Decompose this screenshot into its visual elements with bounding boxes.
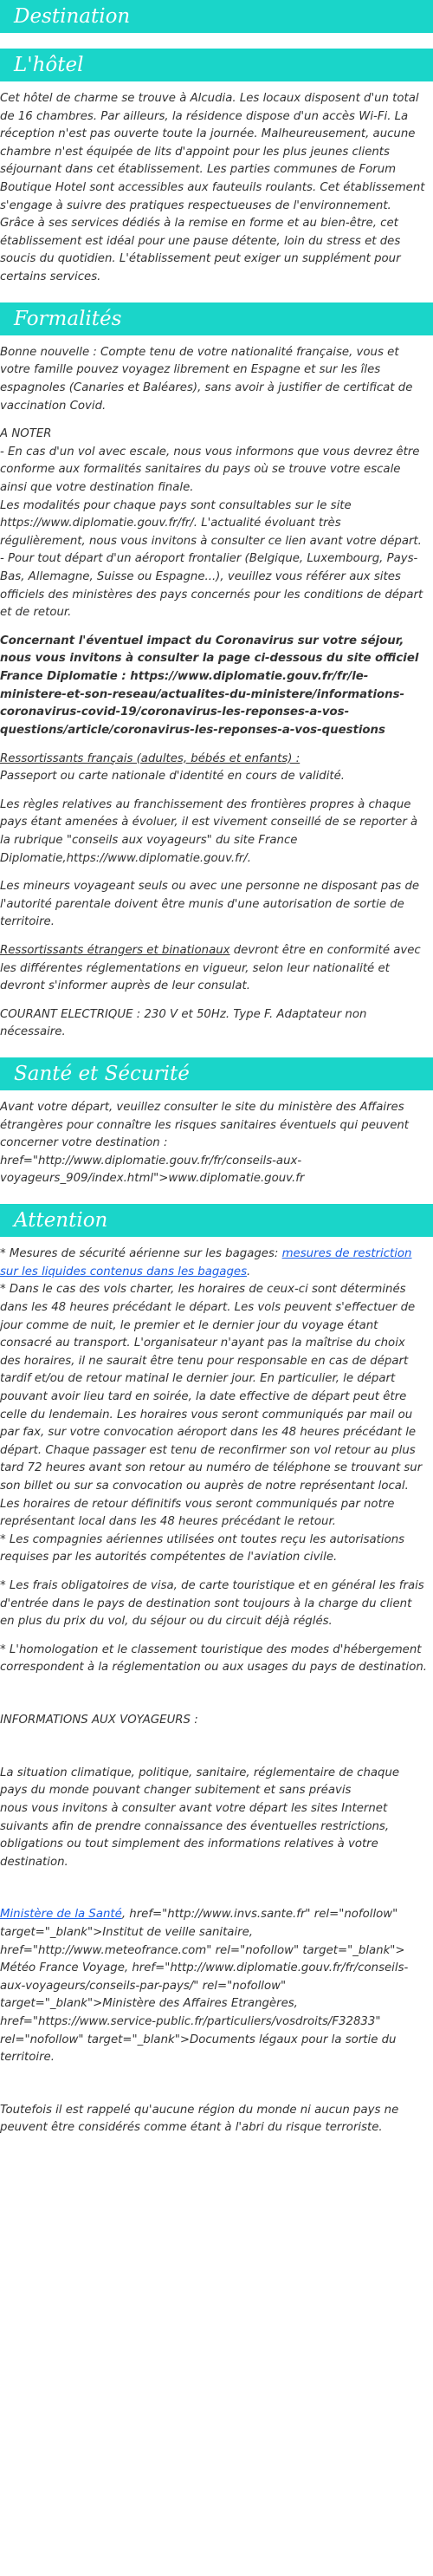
paragraph: Cet hôtel de charme se trouve à Alcudia. Les locaux disposent d'un total de 16 chambres. Par ailleurs, la résidence dispose d'un accès Wi-Fi. La réception n'est pas ouverte toute la journée. Malheureusement, aucune chambre n'est équipée de lits d'appoint pour les plus jeunes clients séjournant dans cet établissement. Les parties communes de Forum Boutique Hotel sont accessibles aux fauteuils roulants. Cet établissement s'engage à suivre des pratiques respectueuses de l'environnement. Grâce à ses services dédiés à la remise en forme et au bien-être, cet établissement est idéal pour une pause détente, loin du stress et des soucis du quotidien. L'établissement peut exiger un supplément pour certains services.: [0, 92, 425, 284]
section-title: Formalités: [0, 302, 433, 335]
ministere-sante-link[interactable]: Ministère de la Santé: [0, 1908, 122, 1922]
paragraph: Toutefois il est rappelé qu'aucune région du monde ni aucun pays ne peuvent être considérés comme étant à l'abri du risque terroriste.: [0, 2103, 399, 2135]
paragraph: Ministère de la Santé, href="http://www.invs.sante.fr" rel="nofollow" target="_blank">Institut de veille sanitaire, href="http://www.meteofrance.com" rel="nofollow" target="_blank"> Météo France Voyage, href="http://www.diplomatie.gouv.fr/fr/conseils-aux-voyageurs/conseils-par-pays/" rel="nofollow" target="_blank">Ministère des Affaires Etrangères, href="https://www.service-public.fr/particuliers/vosdroits/F32833" rel="nofollow" target="_blank">Documents légaux pour la sortie du territoire.: [0, 1908, 409, 2065]
spacer: [0, 1700, 433, 1712]
paragraph: * L'homologation et le classement touristique des modes d'hébergement correspondent à la réglementation ou aux usages du pays de destination.: [0, 1643, 428, 1675]
section-title: L'hôtel: [0, 49, 433, 81]
spacer: [0, 2090, 433, 2102]
paragraph: Ressortissants étrangers et binationaux devront être en conformité avec les différentes réglementations en vigueur, selon leur nationalité et devront s'informer auprès de leur consulat.: [0, 943, 421, 993]
spacer: [0, 1882, 433, 1894]
section-title: Destination: [0, 0, 433, 33]
paragraph: Les mineurs voyageant seuls ou avec une personne ne disposant pas de l'autorité parentale doivent être munis d'une autorisation de sortie de territoire.: [0, 880, 420, 929]
section-3: [0, 1057, 433, 1188]
paragraph: Les règles relatives au franchissement des frontières propres à chaque pays étant amenées à évoluer, il est vivement conseillé de se reporter à la rubrique "conseils aux voyageurs" du site France Diplomatie,https://www.diplomatie.gouv.fr/.: [0, 797, 418, 865]
paragraph: Avant votre départ, veuillez consulter le site du ministère des Affaires étrangères pour connaître les risques sanitaires éventuels qui peuvent concerner votre destination : href="http://www.diplomatie.gouv.fr/fr/conseils-aux-voyageurs_909/index.html">www.diplomatie.gouv.fr: [0, 1101, 410, 1186]
paragraph: A NOTER - En cas d'un vol avec escale, nous vous informons que vous devrez être conforme aux formalités sanitaires du pays où se trouve votre escale ainsi que votre destination finale. Les modalités pour chaque pays sont consultables sur le site https://www.diplomatie.gouv.fr/fr/. L'actualité évoluant très régulièrement, nous vous invitons à consulter ce lien avant votre départ. - Pour tout départ d'un aéroport frontalier (Belgique, Luxembourg, Pays-Bas, Allemagne, Suisse ou Espagne...), veuillez vous référer aux sites officiels des ministères des pays concernés pour les conditions de départ et de retour.: [0, 427, 423, 620]
section-title: Attention: [0, 1204, 433, 1237]
section-2: [0, 302, 433, 1042]
paragraph: * Mesures de sécurité aérienne sur les bagages: mesures de restriction sur les liquides contenus dans les bagages. * Dans le cas des vols charter, les horaires de ceux-ci sont déterminés dans les 48 heures précédant le départ. Les vols peuvent s'effectuer de jour comme de nuit, le premier et le dernier jour du voyage étant consacré au transport. L'organisateur n'ayant pas la maîtrise du choix des horaires, il ne saurait être tenu pour responsable en cas de départ tardif et/ou de retour matinal le dernier jour. En particulier, le départ pouvant avoir lieu tard en soirée, la date effective de départ peut être celle du lendemain. Les horaires vous seront communiqués par mail ou par fax, sur votre convocation aéroport dans les 48 heures précédant le départ. Chaque passager est tenu de reconfirmer son vol retour au plus tard 72 heures avant son retour au numéro de téléphone se trouvant sur son billet ou sur sa convocation ou auprès de notre représentant local. Les horaires de retour définitifs vous seront communiqués par notre représentant local dans les 48 heures précédant le retour. * Les compagnies aériennes utilisées ont toutes reçu les autorisations requises par les autorités compétentes de l'aviation civile.: [0, 1247, 423, 1564]
spacer: [0, 1740, 433, 1753]
spacer: [0, 1753, 433, 1765]
underlined-heading: Ressortissants français (adultes, bébés et enfants) :: [0, 751, 301, 765]
paragraph: La situation climatique, politique, sanitaire, réglementaire de chaque pays du monde pouvant changer subitement et sans préavis nous vous invitons à consulter avant votre départ les sites Internet suivants afin de prendre connaissance des éventuelles restrictions, obligations ou tout simplement des informations relatives à votre destination.: [0, 1766, 400, 1869]
paragraph: COURANT ELECTRIQUE : 230 V et 50Hz. Type F. Adaptateur non nécessaire.: [0, 1007, 367, 1039]
section-title: Santé et Sécurité: [0, 1057, 433, 1090]
paragraph: Concernant l'éventuel impact du Coronavirus sur votre séjour, nous vous invitons à consulter la page ci-dessous du site officiel France Diplomatie : https://www.diplomatie.gouv.fr/fr/le-ministere-et-son-reseau/actualites-du-ministere/informations-coronavirus-covid-19/coronavirus-les-reponses-a-vos-questions/article/coronavirus-les-reponses-a-vos-questions: [0, 634, 419, 737]
section-4: [0, 1204, 433, 2137]
underlined-heading: Ressortissants étrangers et binationaux: [0, 943, 230, 957]
spacer: [0, 2078, 433, 2090]
liquids-restriction-link[interactable]: mesures de restriction sur les liquides contenus dans les bagages: [0, 1247, 412, 1278]
section-0: [0, 0, 433, 33]
spacer: [0, 1688, 433, 1700]
spacer: [0, 1894, 433, 1906]
paragraph: Bonne nouvelle : Compte tenu de votre nationalité française, vous et votre famille pouvez voyagez librement en Espagne et sur les îles espagnoles (Canaries et Baléares), sans avoir à justifier de certificat de vaccination Covid.: [0, 345, 413, 413]
section-1: [0, 49, 433, 287]
paragraph: Ressortissants français (adultes, bébés et enfants) : Passeport ou carte nationale d'identité en cours de validité.: [0, 751, 346, 784]
paragraph: * Les frais obligatoires de visa, de carte touristique et en général les frais d'entrée dans le pays de destination sont toujours à la charge du client en plus du prix du vol, du séjour ou du circuit déjà réglés.: [0, 1579, 424, 1629]
paragraph: INFORMATIONS AUX VOYAGEURS :: [0, 1714, 198, 1727]
